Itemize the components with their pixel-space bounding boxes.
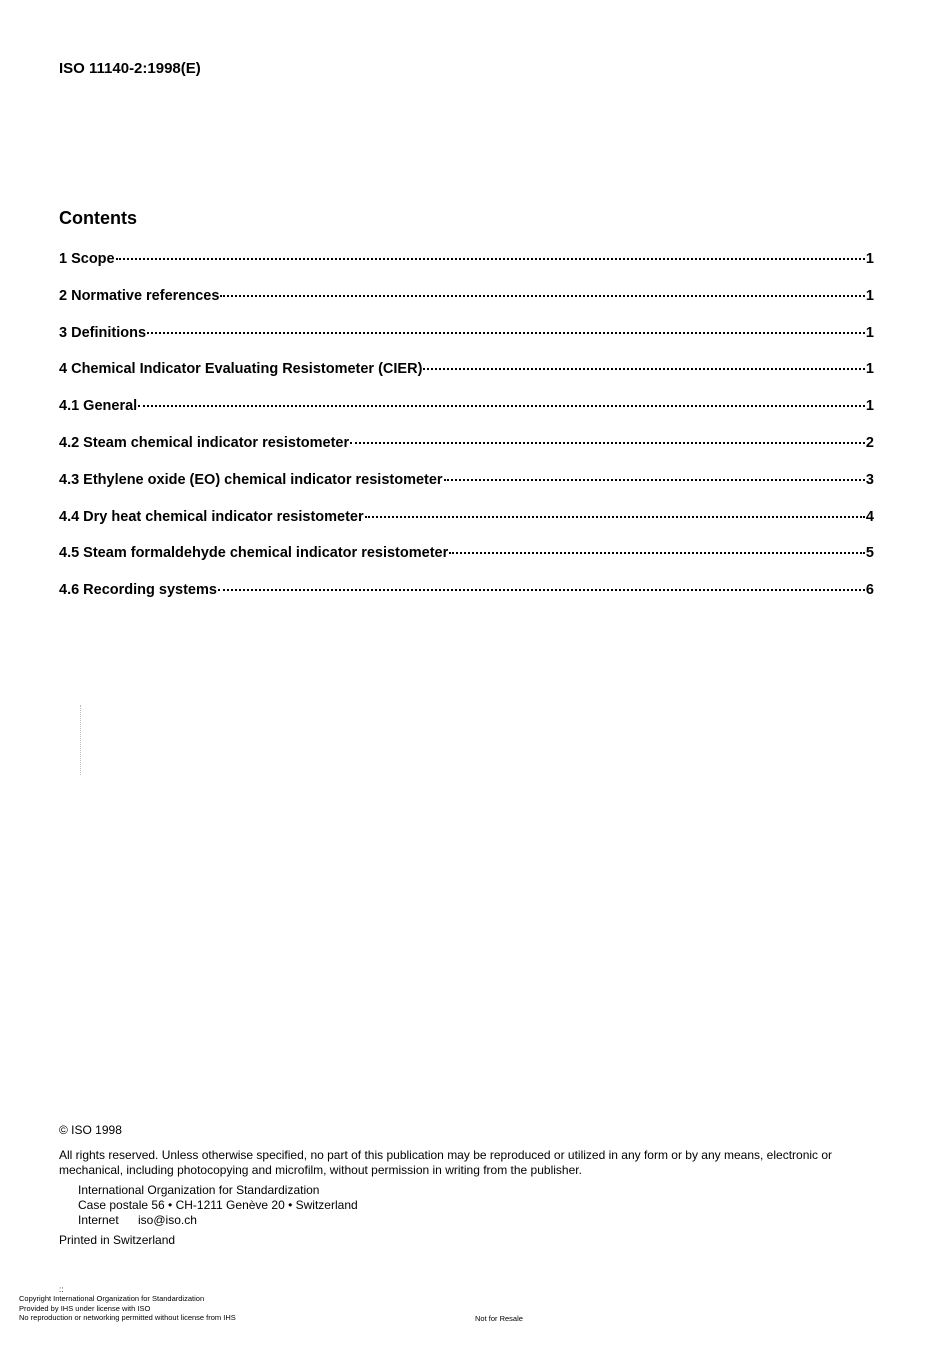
toc-leader-dots <box>138 405 865 407</box>
toc-entry[interactable] <box>59 288 874 325</box>
toc-entry[interactable] <box>59 545 874 582</box>
toc-entry-label: 4.1 General <box>59 398 138 415</box>
toc-entry-page: 1 <box>865 361 874 378</box>
toc-leader-dots <box>449 552 865 554</box>
table-of-contents <box>59 251 874 619</box>
footer-marks: :: <box>59 1285 64 1294</box>
internet-label: Internet <box>78 1213 119 1227</box>
internet-email[interactable]: iso@iso.ch <box>138 1213 197 1227</box>
toc-leader-dots <box>218 589 865 591</box>
toc-leader-dots <box>350 442 865 444</box>
toc-entry[interactable] <box>59 472 874 509</box>
toc-leader-dots <box>147 332 865 334</box>
standard-id: ISO 11140-2:1998(E) <box>59 60 201 77</box>
toc-entry[interactable] <box>59 251 874 288</box>
toc-entry-page: 1 <box>865 324 874 341</box>
toc-entry-label: 4.6 Recording systems <box>59 582 217 599</box>
toc-entry[interactable] <box>59 435 874 472</box>
toc-entry-label: 4 Chemical Indicator Evaluating Resistometer (CIER) <box>59 361 423 378</box>
printed-in: Printed in Switzerland <box>59 1233 176 1247</box>
footer-line-provided: Provided by IHS under license with ISO <box>19 1303 151 1313</box>
toc-entry[interactable] <box>59 398 874 435</box>
toc-entry-page: 1 <box>865 251 874 267</box>
internet-line <box>78 1213 879 1228</box>
footer-line-license: No reproduction or networking permitted without license from IHS <box>19 1313 236 1322</box>
toc-entry-label: 4.4 Dry heat chemical indicator resistometer <box>59 508 364 525</box>
toc-leader-dots <box>116 258 865 260</box>
copyright-block <box>59 1123 879 1248</box>
org-address: Case postale 56 • CH-1211 Genève 20 • Switzerland <box>78 1198 358 1212</box>
toc-leader-dots <box>423 368 865 370</box>
toc-entry-label: 4.2 Steam chemical indicator resistometer <box>59 434 350 451</box>
license-footer <box>19 1286 236 1323</box>
not-for-resale-label: Not for Resale <box>475 1314 523 1323</box>
rights-statement: All rights reserved. Unless otherwise specified, no part of this publication may be reproduced or utilized in any form or by any means, electronic or mechanical, including photocopying and microfilm, without permission in writing from the publisher. <box>59 1148 833 1177</box>
toc-entry-label: 3 Definitions <box>59 324 147 341</box>
toc-entry-page: 2 <box>865 434 874 451</box>
toc-entry[interactable] <box>59 325 874 362</box>
footer-line-copyright: Copyright International Organization for Standardization <box>19 1294 205 1303</box>
toc-entry-page: 1 <box>865 287 874 304</box>
toc-entry[interactable] <box>59 361 874 398</box>
toc-entry[interactable] <box>59 582 874 619</box>
copyright-notice: © ISO 1998 <box>59 1123 122 1137</box>
contents-title: Contents <box>59 208 137 228</box>
toc-entry-label: 4.5 Steam formaldehyde chemical indicator resistometer <box>59 545 449 562</box>
scan-artifact <box>80 705 85 775</box>
publisher-address <box>78 1183 879 1228</box>
toc-entry-label: 1 Scope <box>59 251 115 267</box>
toc-entry-page: 3 <box>865 471 874 488</box>
toc-leader-dots <box>220 295 865 297</box>
toc-leader-dots <box>444 479 865 481</box>
toc-entry-page: 6 <box>865 582 874 599</box>
toc-entry-page: 1 <box>865 398 874 415</box>
toc-entry-label: 2 Normative references <box>59 287 220 304</box>
toc-entry-label: 4.3 Ethylene oxide (EO) chemical indicator resistometer <box>59 471 443 488</box>
org-name: International Organization for Standardization <box>78 1183 320 1197</box>
toc-leader-dots <box>365 516 865 518</box>
toc-entry[interactable] <box>59 509 874 546</box>
toc-entry-page: 4 <box>865 508 874 525</box>
toc-entry-page: 5 <box>865 545 874 562</box>
